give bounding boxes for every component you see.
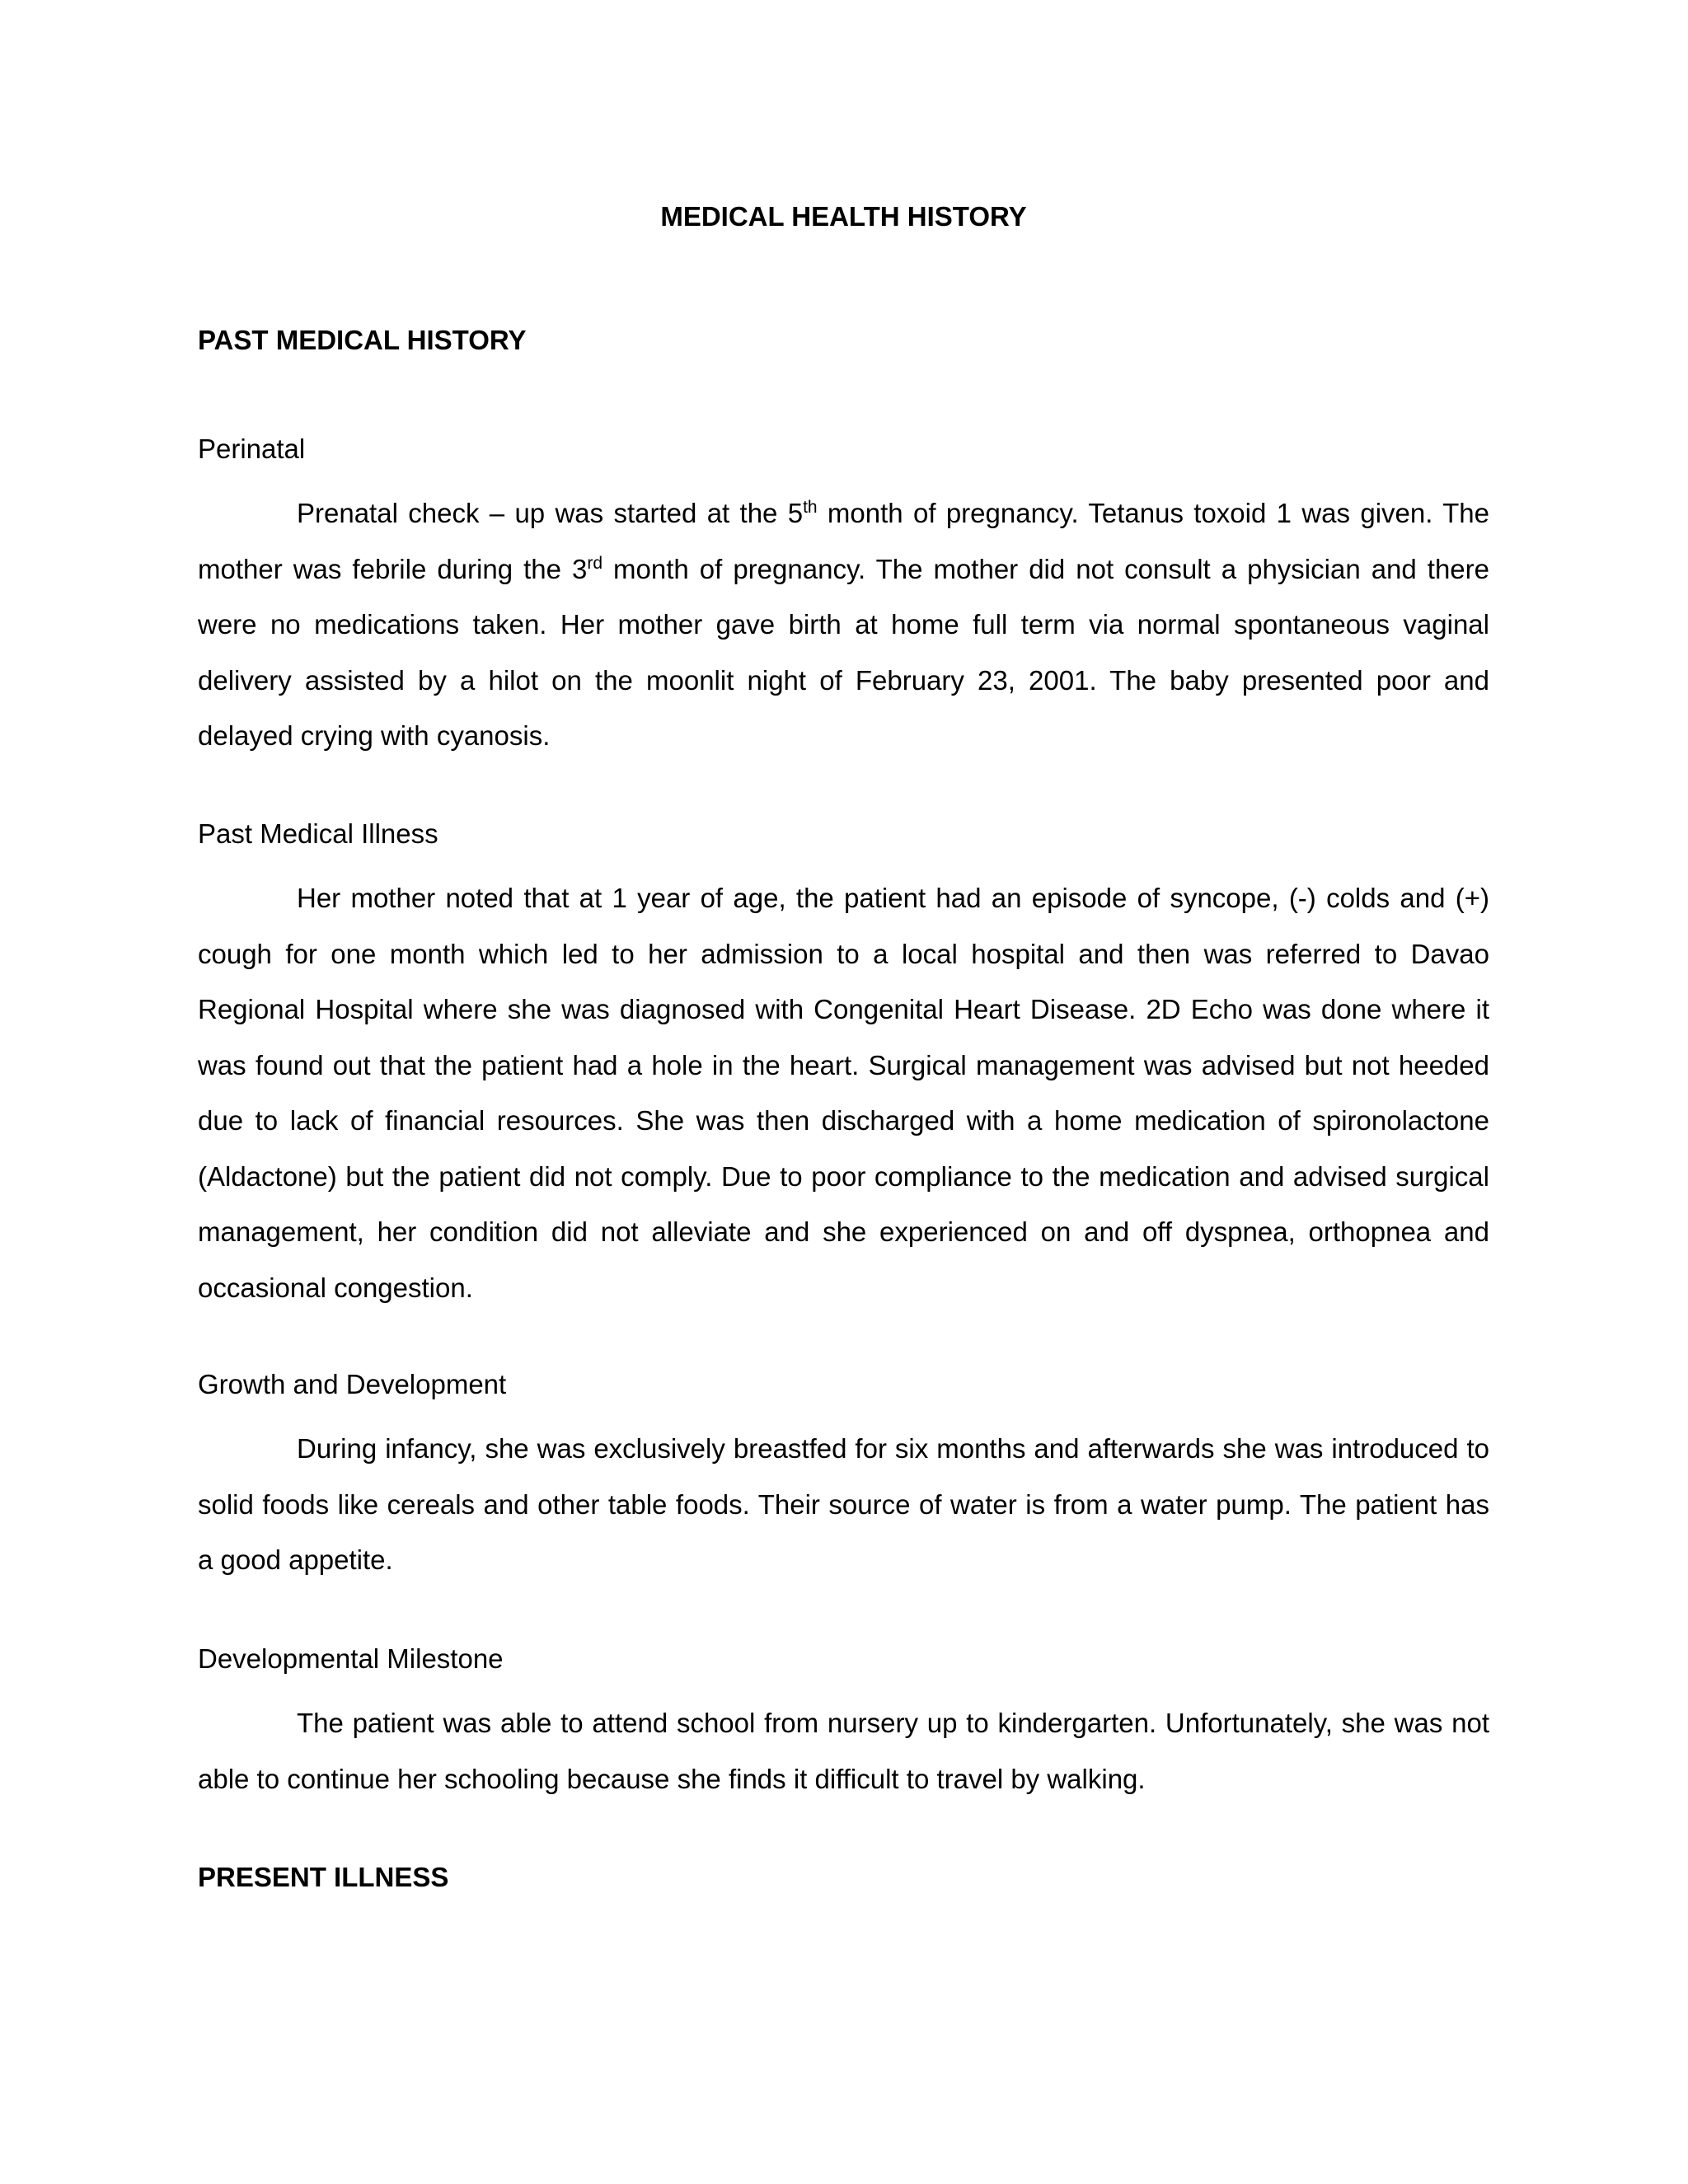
- paragraph-past-medical-illness: Her mother noted that at 1 year of age, the patient had an episode of syncope, (-) colds and (+) cough for one month which led to her admission to a local hospital and then was referred to Davao Regional Hospital where she was diagnosed with Congenital Heart Disease. 2D Echo was done where it was found out that the patient had a hole in the heart. Surgical management was advised but not heeded due to lack of financial resources. She was then discharged with a home medication of spironolactone (Aldactone) but the patient did not comply. Due to poor compliance to the medication and advised surgical management, her condition did not alleviate and she experienced on and off dyspnea, orthopnea and occasional congestion.: [198, 883, 1489, 1303]
- subsection-heading-past-medical-illness: Past Medical Illness: [198, 818, 438, 849]
- subsection-developmental-milestone: [198, 1640, 1489, 1807]
- subsection-growth-and-development: [198, 1366, 1489, 1588]
- paragraph-developmental-milestone: The patient was able to attend school from nursery up to kindergarten. Unfortunately, she was not able to continue her schooling because she finds it difficult to travel by walking.: [198, 1708, 1489, 1794]
- subsection-heading-growth-and-development: Growth and Development: [198, 1369, 507, 1399]
- perinatal-text-part-2: month of pregnancy. Tetanus toxoid 1 was given. The mother was febrile during the 3: [198, 498, 1489, 584]
- subsection-heading-perinatal: Perinatal: [198, 434, 306, 464]
- subsection-perinatal: [198, 430, 1489, 764]
- document-title: MEDICAL HEALTH HISTORY: [660, 201, 1027, 232]
- subsection-heading-developmental-milestone: Developmental Milestone: [198, 1643, 504, 1674]
- section-heading-past-medical-history: PAST MEDICAL HISTORY: [198, 325, 527, 355]
- paragraph-growth-and-development: During infancy, she was exclusively breastfed for six months and afterwards she was introduced to solid foods like cereals and other table foods. Their source of water is from a water pump. The patient has a good appetite.: [198, 1433, 1489, 1575]
- paragraph-perinatal: [198, 485, 1489, 764]
- perinatal-text-part-1: Prenatal check – up was started at the 5: [297, 498, 804, 528]
- superscript-rd: rd: [587, 553, 603, 573]
- subsection-past-medical-illness: [198, 815, 1489, 1315]
- superscript-th: th: [803, 498, 818, 517]
- perinatal-text-part-3: month of pregnancy. The mother did not consult a physician and there were no medications taken. Her mother gave birth at home full term via normal spontaneous vaginal delivery assisted by a hilot on the moonlit night of February 23, 2001. The baby presented poor and delayed crying with cyanosis.: [198, 553, 1489, 751]
- section-heading-present-illness: PRESENT ILLNESS: [198, 1862, 449, 1892]
